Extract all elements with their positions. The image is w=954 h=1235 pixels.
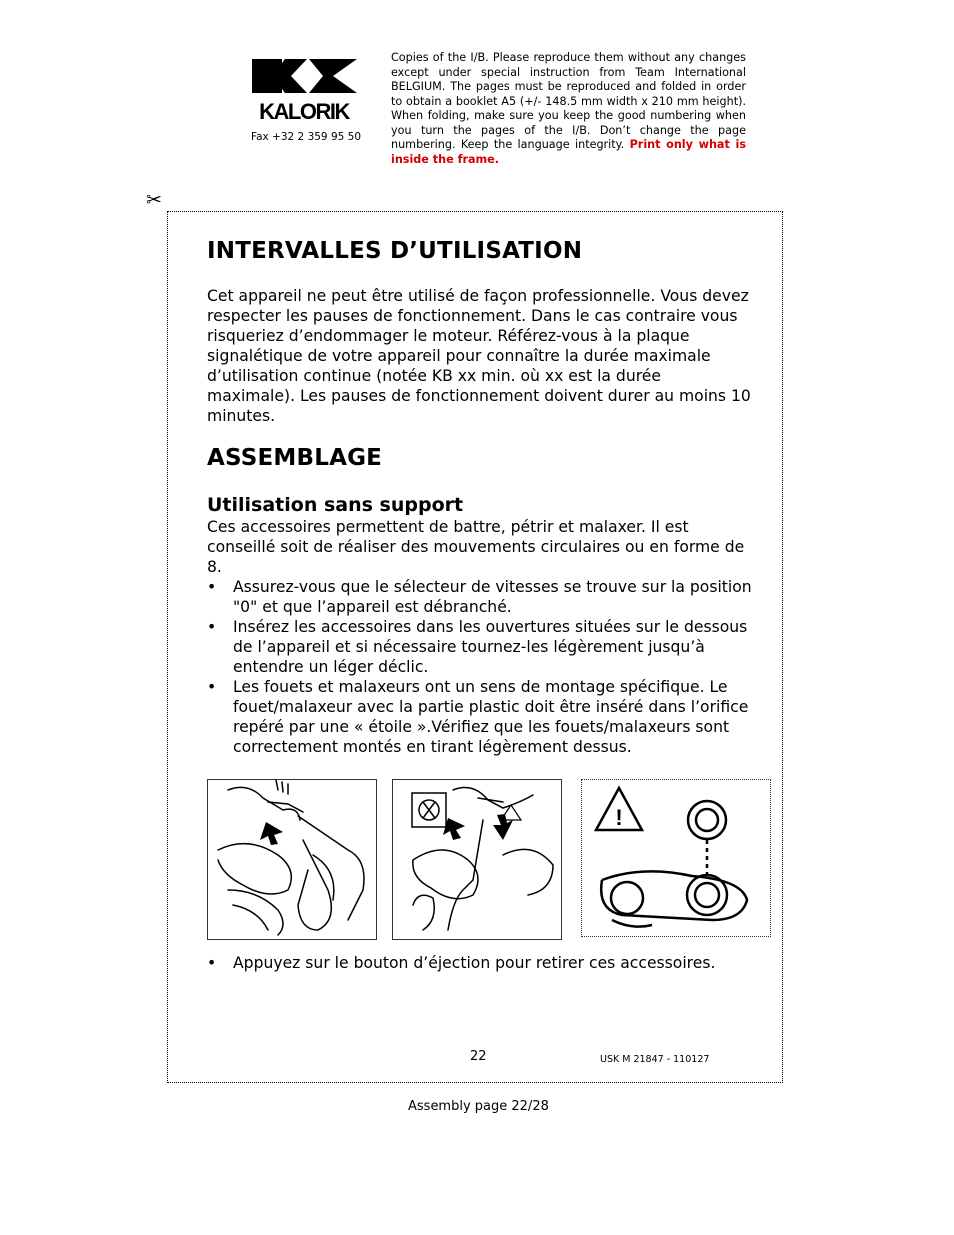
beater-socket-illustration — [393, 780, 561, 939]
list-item — [207, 577, 752, 617]
illustration-star-socket — [392, 779, 562, 940]
assembly-subsection — [207, 494, 752, 516]
document-reference: USK M 21847 - 110127 — [600, 1054, 710, 1065]
notice-warning: Print only what is inside the frame. — [391, 138, 746, 166]
scissors-icon: ✂ — [146, 189, 162, 211]
assembly-text-block — [207, 517, 752, 757]
bullet-icon: • — [207, 678, 217, 696]
list-item — [207, 617, 752, 677]
warning-icon — [596, 788, 642, 830]
warning-detail-illustration — [582, 780, 770, 936]
assembly-intro: Ces accessoires permettent de battre, pétrir et malaxer. Il est conseillé soit de réaliser des mouvements circulaires ou en forme de 8. — [207, 518, 745, 576]
eject-steps — [207, 953, 752, 973]
section-title-usage: INTERVALLES D’UTILISATION — [207, 238, 583, 264]
bullet-icon: • — [207, 954, 217, 972]
bullet-icon: • — [207, 618, 217, 636]
illustration-insert-beater — [207, 779, 377, 940]
assembly-steps — [207, 577, 752, 757]
usage-paragraph: Cet appareil ne peut être utilisé de façon professionnelle. Vous devez respecter les pauses de fonctionnement. Dans le cas contraire vous risqueriez d’endommager le moteur. Référez-vous à la plaque signalétique de votre appareil pour connaître la durée maximale d’utilisation continue (notée KB xx min. où xx est la durée maximale). Les pauses de fonctionnement doivent durer au moins 10 minutes. — [207, 287, 751, 425]
usage-text-block — [207, 286, 752, 426]
list-item — [207, 953, 752, 973]
list-item — [207, 677, 752, 757]
section-title-assembly: ASSEMBLAGE — [207, 445, 383, 471]
bullet-icon: • — [207, 578, 217, 596]
subsection-title: Utilisation sans support — [207, 494, 464, 516]
notice-text: Copies of the I/B. Please reproduce them without any changes except under special instruction from Team International BELGIUM. The pages must be reproduced and folded in order to obtain a booklet A5 (+/- 148.5 mm width x 210 mm height). When folding, make sure you keep the good numbering when you turn the pages of the I/B. Don’t change the page numbering. Keep the language integrity. — [391, 51, 746, 151]
print-notice — [391, 51, 746, 167]
step-text: Assurez-vous que le sélecteur de vitesses se trouve sur la position "0" et que l’appareil est débranché. — [233, 578, 752, 616]
eject-text-block — [207, 953, 752, 973]
brand-wordmark: KALORIK — [259, 99, 349, 123]
section-assembly — [207, 445, 752, 471]
assembly-page-label: Assembly page 22/28 — [408, 1099, 549, 1114]
section-usage-intervals — [207, 238, 752, 264]
illustration-warning-detail — [581, 779, 771, 937]
hand-mixer-illustration — [208, 780, 376, 939]
warning-mark: ! — [615, 805, 623, 830]
fax-number: Fax +32 2 359 95 50 — [251, 131, 362, 143]
step-text: Appuyez sur le bouton d’éjection pour retirer ces accessoires. — [233, 954, 716, 972]
kalorik-logo — [249, 57, 360, 123]
step-text: Insérez les accessoires dans les ouvertures situées sur le dessous de l’appareil et si nécessaire tournez-les légèrement jusqu’à entendre un léger déclic. — [233, 618, 748, 676]
page-number: 22 — [470, 1049, 487, 1064]
step-text: Les fouets et malaxeurs ont un sens de montage spécifique. Le fouet/malaxeur avec la partie plastic doit être inséré dans l’orifice repéré par une « étoile ».Vérifiez que les fouets/malaxeurs sont correctement montés en tirant légèrement dessus. — [233, 678, 749, 756]
